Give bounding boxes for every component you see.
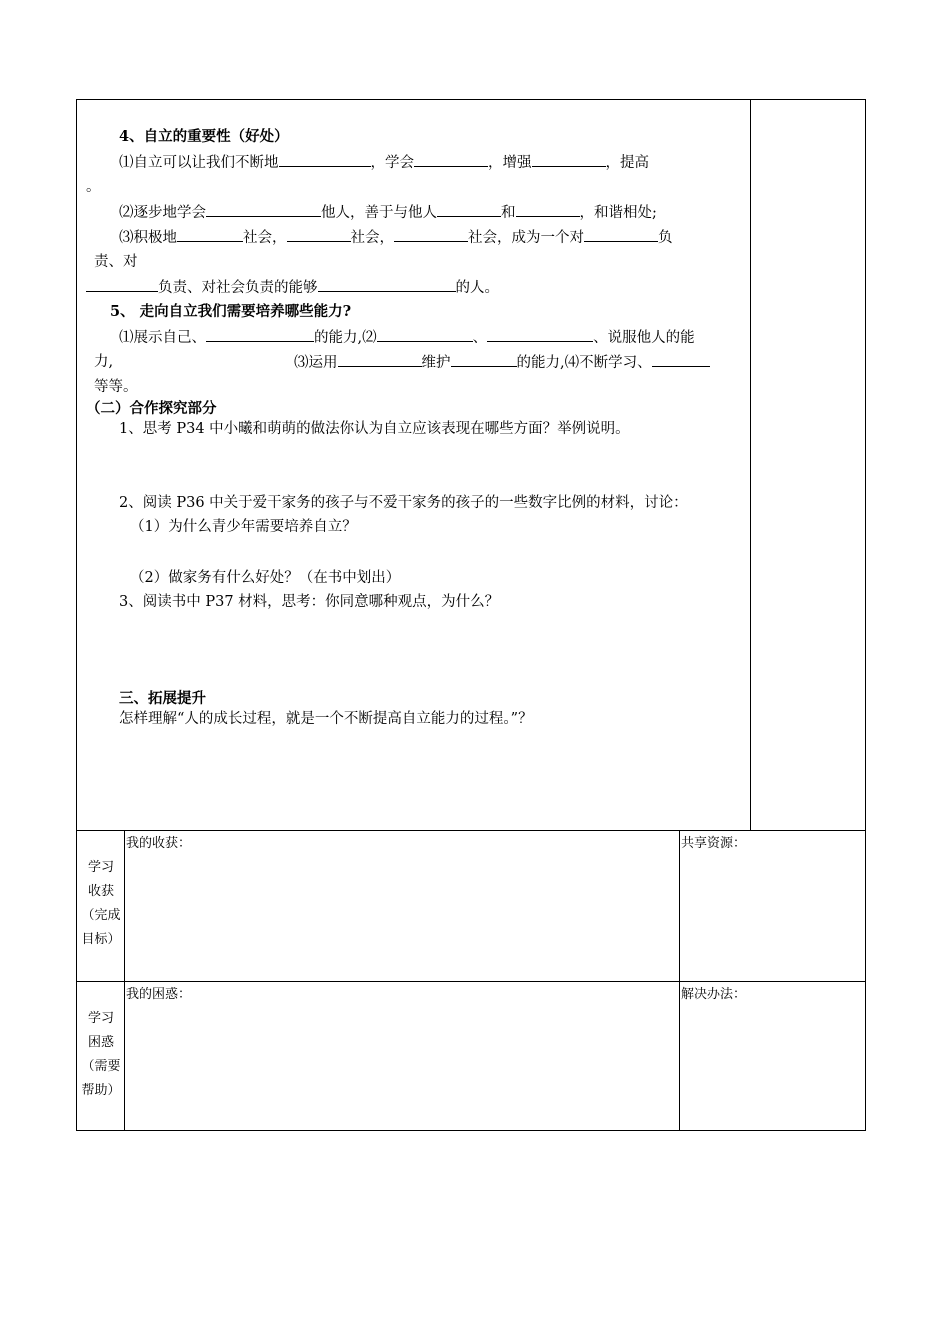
section4-line1	[119, 151, 649, 174]
fill-blank	[414, 151, 488, 167]
text: 困惑	[87, 1035, 114, 1050]
text: 社会，	[350, 230, 394, 246]
text: （完成	[81, 908, 121, 923]
text: 目标）	[81, 932, 121, 947]
coop-question-2a: （1）为什么青少年需要培养自立？	[130, 519, 357, 535]
fill-blank	[318, 276, 456, 292]
section5-line3: 等等。	[94, 379, 138, 395]
text: ，学会	[370, 155, 414, 171]
text: 收获	[87, 884, 114, 899]
text: 负	[658, 230, 673, 246]
fill-blank	[206, 201, 321, 217]
text: 、	[472, 330, 488, 346]
my-harvest-label: 我的收获：	[126, 836, 192, 851]
harvest-side-label	[78, 856, 124, 952]
label-column-divider	[124, 830, 125, 1131]
row-divider-harvest	[76, 830, 866, 831]
section4-line4: 责、对	[94, 254, 138, 270]
text: ，增强	[488, 155, 532, 171]
fill-blank	[287, 226, 351, 242]
text: 负责、对社会负责的能够	[158, 280, 318, 296]
fill-blank	[338, 351, 422, 367]
fill-blank	[279, 151, 371, 167]
fill-blank	[394, 226, 468, 242]
text: ⑴自立可以让我们不断地	[119, 155, 279, 171]
fill-blank	[377, 326, 473, 342]
fill-blank	[437, 201, 501, 217]
text: ⑶运用	[294, 355, 338, 371]
section5-line1	[119, 326, 695, 349]
fill-blank	[206, 326, 314, 342]
section5-line2a: 力,	[94, 354, 114, 370]
coop-question-3: 3、阅读书中 P37 材料，思考：你同意哪种观点，为什么？	[119, 594, 500, 610]
text: 和	[501, 205, 516, 221]
text: 学习	[87, 860, 114, 875]
section4-line1-end: 。	[86, 179, 101, 195]
section4-line2	[119, 201, 657, 224]
text: ⑶积极地	[119, 230, 177, 246]
right-column-divider	[750, 99, 751, 831]
my-puzzle-label: 我的困惑：	[126, 987, 192, 1002]
text: 、说服他人的能	[593, 330, 695, 346]
fill-blank	[532, 151, 606, 167]
fill-blank	[86, 276, 158, 292]
extend-heading: 三、拓展提升	[119, 690, 206, 707]
text: （需要	[81, 1059, 121, 1074]
section5-line2	[294, 351, 710, 374]
text: ，和谐相处;	[579, 205, 657, 221]
text: 社会，	[243, 230, 287, 246]
fill-blank	[516, 201, 580, 217]
shared-resources-label: 共享资源：	[681, 836, 747, 851]
fill-blank	[177, 226, 243, 242]
text: 维护	[421, 355, 451, 371]
text: 社会，成为一个对	[468, 230, 584, 246]
coop-question-2b: （2）做家务有什么好处？（在书中划出）	[130, 570, 401, 586]
text: 的能力,⑵	[314, 330, 377, 346]
resource-column-divider	[679, 830, 680, 1131]
text: 的能力,⑷不断学习、	[516, 355, 652, 371]
coop-heading: （二）合作探究部分	[86, 400, 217, 417]
fill-blank	[487, 326, 593, 342]
section4-line3	[119, 226, 673, 249]
text: 学习	[87, 1011, 114, 1026]
text: 帮助）	[81, 1083, 121, 1098]
solution-label: 解决办法：	[681, 987, 747, 1002]
text: ⑵逐步地学会	[119, 205, 206, 221]
fill-blank	[451, 351, 517, 367]
text: ，提高	[605, 155, 649, 171]
worksheet-table	[76, 99, 866, 1131]
section4-heading: 4、自立的重要性（好处）	[119, 128, 289, 145]
fill-blank	[584, 226, 658, 242]
extend-question: 怎样理解“人的成长过程，就是一个不断提高自立能力的过程。”？	[119, 711, 533, 727]
section5-heading: 5、 走向自立我们需要培养哪些能力?	[110, 303, 352, 320]
puzzle-side-label	[78, 1007, 124, 1103]
fill-blank	[652, 351, 710, 367]
text: 的人。	[455, 280, 499, 296]
section4-line5	[86, 276, 499, 299]
row-divider-puzzle	[76, 981, 866, 982]
text: ⑴展示自己、	[119, 330, 206, 346]
coop-question-1: 1、思考 P34 中小曦和萌萌的做法你认为自立应该表现在哪些方面？举例说明。	[119, 421, 630, 437]
coop-question-2: 2、阅读 P36 中关于爱干家务的孩子与不爱干家务的孩子的一些数字比例的材料，讨论：	[119, 495, 688, 511]
text: 他人，善于与他人	[321, 205, 437, 221]
